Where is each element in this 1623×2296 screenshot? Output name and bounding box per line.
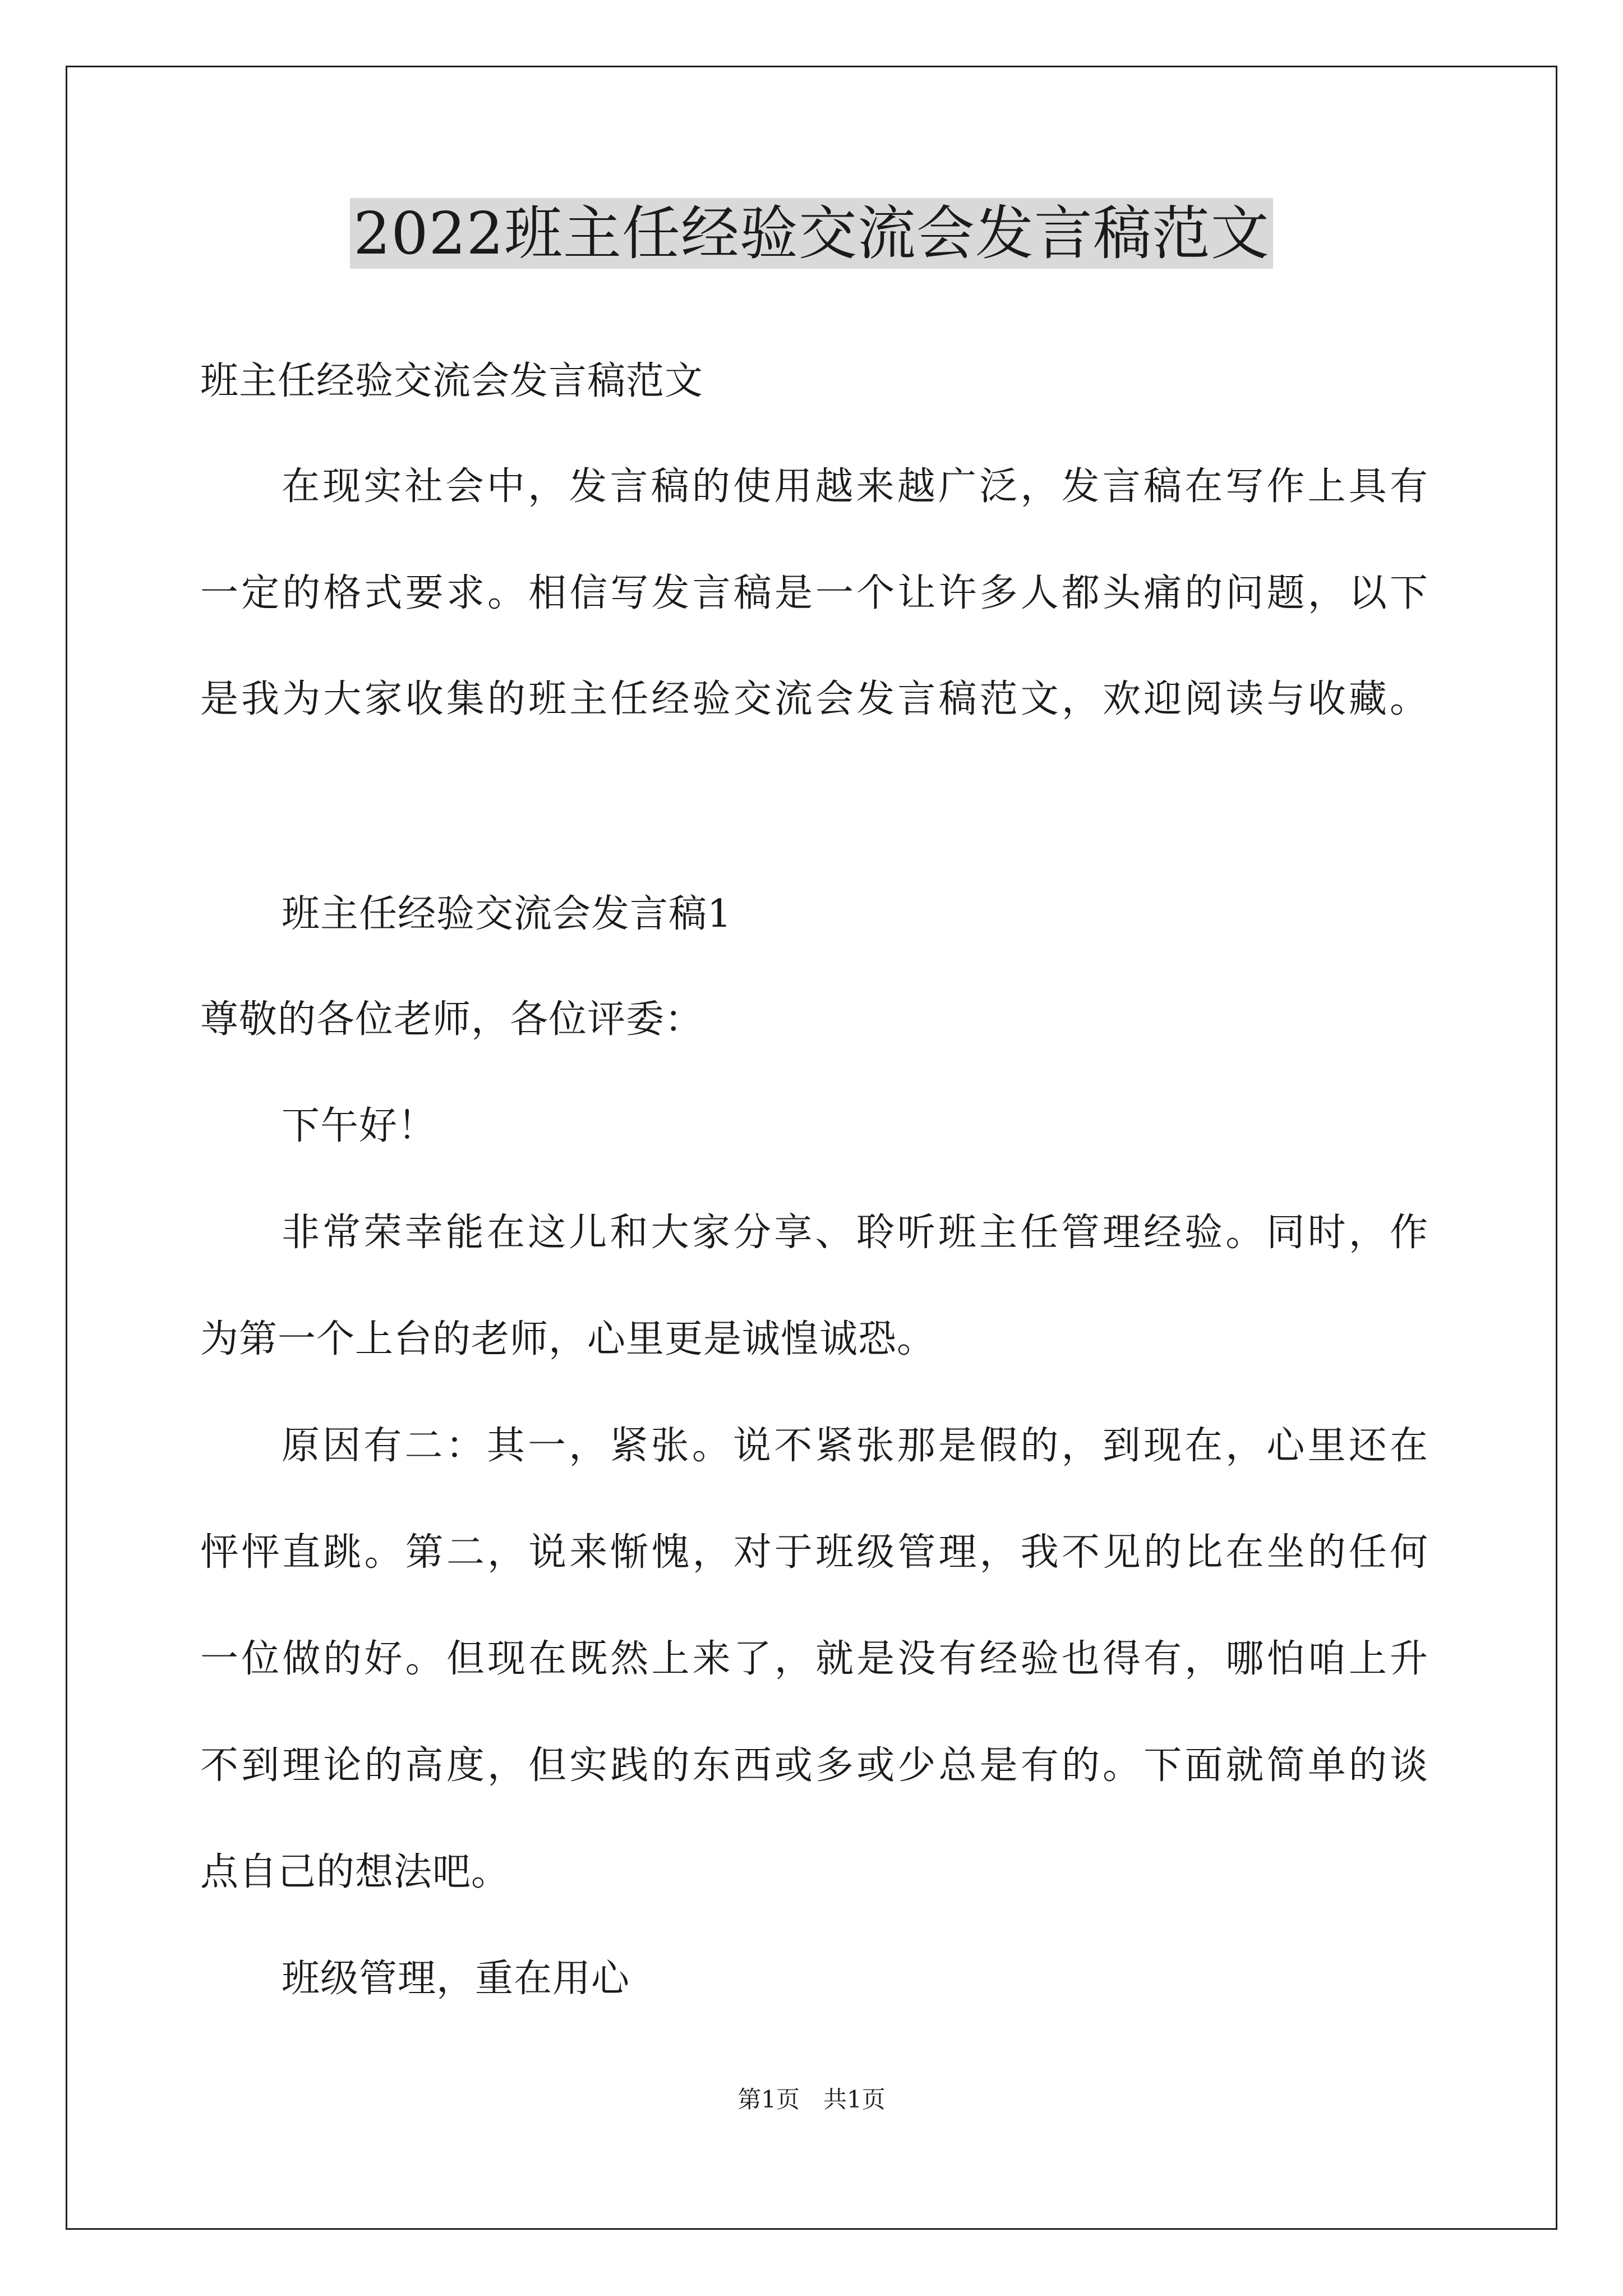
paragraph-line: 是我为大家收集的班主任经验交流会发言稿范文，欢迎阅读与收藏。 <box>200 677 1428 721</box>
paragraph-line: 为第一个上台的老师，心里更是诚惶诚恐。 <box>200 1317 936 1361</box>
paragraph-line: 原因有二：其一，紧张。说不紧张那是假的，到现在，心里还在 <box>282 1424 1428 1468</box>
paragraph-line: 一定的格式要求。相信写发言稿是一个让许多人都头痛的问题，以下 <box>200 571 1428 615</box>
section-heading: 班级管理，重在用心 <box>282 1957 630 2001</box>
paragraph-line: 点自己的想法吧。 <box>200 1850 510 1894</box>
title-wrap <box>0 198 1623 269</box>
greeting-line: 下午好！ <box>282 1104 437 1148</box>
paragraph-line: 非常荣幸能在这儿和大家分享、聆听班主任管理经验。同时，作 <box>282 1211 1428 1255</box>
paragraph-line: 怦怦直跳。第二，说来惭愧，对于班级管理，我不见的比在坐的任何 <box>200 1530 1428 1575</box>
document-title: 2022班主任经验交流会发言稿范文 <box>350 198 1273 269</box>
paragraph-line: 一位做的好。但现在既然上来了，就是没有经验也得有，哪怕咱上升 <box>200 1637 1428 1681</box>
section-heading: 班主任经验交流会发言稿1 <box>282 892 732 936</box>
paragraph-line: 在现实社会中，发言稿的使用越来越广泛，发言稿在写作上具有 <box>282 464 1428 509</box>
page-footer: 第1页 共1页 <box>737 2086 886 2113</box>
paragraph-line: 不到理论的高度，但实践的东西或多或少总是有的。下面就简单的谈 <box>200 1743 1428 1788</box>
salutation-line: 尊敬的各位老师，各位评委： <box>200 997 704 1042</box>
subtitle-line: 班主任经验交流会发言稿范文 <box>200 359 704 403</box>
